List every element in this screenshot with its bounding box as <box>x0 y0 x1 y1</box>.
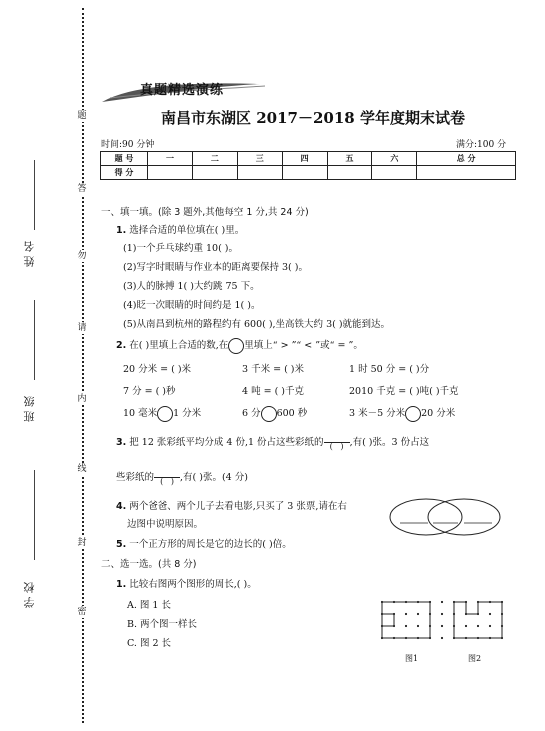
sub-item: (1)一个乒乓球约重 10( )。 <box>123 243 238 254</box>
score-table-header: 题 号 <box>101 152 148 166</box>
question-text: 些彩纸的 <box>116 472 155 483</box>
class-field-line <box>34 300 35 380</box>
grid-dot <box>465 637 467 639</box>
compare-circle[interactable] <box>157 406 173 422</box>
grid-dot <box>417 625 419 627</box>
score-table-header: 二 <box>192 152 237 166</box>
conversion-item: 3 千米 = ( )米 <box>242 364 304 375</box>
grid-dot <box>477 625 479 627</box>
score-cell[interactable] <box>237 166 282 180</box>
grid-dot <box>417 601 419 603</box>
figure-1-label: 图1 <box>405 654 419 663</box>
grid-dot <box>453 613 455 615</box>
venn-diagram[interactable] <box>388 496 504 538</box>
seal-char: 勿 <box>75 250 89 262</box>
grid-dot <box>489 613 491 615</box>
grid-dot <box>393 613 395 615</box>
compare-circle[interactable] <box>228 338 244 354</box>
question-number: 4. <box>116 501 127 512</box>
grid-dot <box>477 613 479 615</box>
compare-left: 10 毫米 <box>123 408 158 419</box>
compare-right: 1 分米 <box>173 408 202 419</box>
question-number: 5. <box>116 539 127 550</box>
grid-dot <box>405 613 407 615</box>
grid-dot <box>489 625 491 627</box>
seal-char: 题 <box>75 110 89 122</box>
compare-left: 6 分 <box>242 408 261 419</box>
section-2-title: 二、选一选。(共 8 分) <box>101 559 197 570</box>
grid-dot <box>501 625 503 627</box>
compare-right: 20 分米 <box>421 408 456 419</box>
score-cell[interactable] <box>282 166 327 180</box>
question-text: ,有( )张。3 份占这 <box>349 437 430 448</box>
option-a[interactable]: A. 图 1 长 <box>127 600 171 611</box>
score-row-label: 得 分 <box>101 166 148 180</box>
grid-dot <box>429 625 431 627</box>
score-table-header: 六 <box>372 152 417 166</box>
grid-dot <box>453 601 455 603</box>
grid-dot <box>489 637 491 639</box>
conversion-item: 4 吨 = ( )千克 <box>242 386 304 397</box>
question-5 <box>116 536 292 550</box>
question-text: 在( )里填上合适的数,在 <box>129 340 229 351</box>
grid-dot <box>501 601 503 603</box>
conversion-item: 20 分米 = ( )米 <box>123 364 192 375</box>
compare-item <box>123 405 201 422</box>
question-1 <box>116 222 244 236</box>
question-4 <box>116 498 347 512</box>
seal-char: 线 <box>75 463 89 475</box>
grid-dot <box>405 601 407 603</box>
score-cell[interactable] <box>417 166 516 180</box>
question-number: 1. <box>116 579 127 590</box>
seal-char: 请 <box>75 322 89 334</box>
score-table-header: 五 <box>327 152 372 166</box>
question-3 <box>116 434 429 451</box>
grid-dot <box>453 625 455 627</box>
grid-dot <box>477 637 479 639</box>
score-table-header: 总 分 <box>417 152 516 166</box>
grid-dot <box>381 625 383 627</box>
grid-dot <box>429 637 431 639</box>
question-number: 3. <box>116 437 127 448</box>
school-field-line <box>34 470 35 560</box>
conversion-item: 2010 千克 = ( )吨( )千克 <box>349 386 459 397</box>
question-text: 里填上“ > ”“ < ”或“ = ”。 <box>244 340 363 351</box>
grid-dot <box>465 601 467 603</box>
name-field-line <box>34 160 35 230</box>
grid-dot <box>405 625 407 627</box>
question-3-cont <box>116 469 248 486</box>
grid-dot <box>381 613 383 615</box>
score-table-header: 一 <box>148 152 193 166</box>
grid-dot <box>465 613 467 615</box>
grid-dot <box>381 637 383 639</box>
question-2-1 <box>116 576 257 590</box>
sub-item: (3)人的脉搏 1( )大约跳 75 下。 <box>123 281 260 292</box>
grid-dot <box>429 601 431 603</box>
name-label: 姓名 <box>23 237 36 267</box>
grid-dot <box>393 601 395 603</box>
grid-dot <box>441 637 443 639</box>
score-cell[interactable] <box>192 166 237 180</box>
score-cell[interactable] <box>148 166 193 180</box>
score-table-score-row <box>101 166 516 180</box>
grid-dot <box>381 601 383 603</box>
sub-item: (5)从南昌到杭州的路程约有 600( ),坐高铁大约 3( )就能到达。 <box>123 319 391 330</box>
question-number: 2. <box>116 340 127 351</box>
grid-dot <box>417 613 419 615</box>
figure-1-outline <box>382 602 430 638</box>
dot-grid-figures <box>370 592 510 648</box>
banner-title: 真题精选演练 <box>140 83 225 98</box>
seal-char: 内 <box>75 393 89 405</box>
score-table-header: 四 <box>282 152 327 166</box>
grid-dot <box>453 637 455 639</box>
grid-dot <box>501 637 503 639</box>
grid-dot <box>393 637 395 639</box>
sub-item: (2)写字时眼睛与作业本的距离要保持 3( )。 <box>123 262 308 273</box>
compare-circle[interactable] <box>405 406 421 422</box>
grid-dot <box>441 625 443 627</box>
grid-dot <box>441 601 443 603</box>
question-number: 1. <box>116 225 127 236</box>
grid-dot <box>465 625 467 627</box>
option-c[interactable]: C. 图 2 长 <box>127 638 172 649</box>
seal-char: 密 <box>75 606 89 618</box>
grid-dot <box>477 601 479 603</box>
conversion-item: 7 分 = ( )秒 <box>123 386 176 397</box>
exam-time: 时间:90 分钟 <box>101 140 155 150</box>
grid-dot <box>501 613 503 615</box>
compare-item <box>242 405 307 422</box>
grid-dot <box>417 637 419 639</box>
grid-dot <box>429 613 431 615</box>
question-4-cont: 边图中说明原因。 <box>127 519 204 530</box>
figure-2-outline <box>454 602 502 638</box>
compare-circle[interactable] <box>261 406 277 422</box>
question-text: 一个正方形的周长是它的边长的( )倍。 <box>129 539 292 550</box>
seal-char: 答 <box>75 183 89 195</box>
grid-dot <box>441 613 443 615</box>
grid-dot <box>393 625 395 627</box>
school-label: 学校 <box>23 578 36 608</box>
figure-1-notch <box>382 614 394 626</box>
grid-dot <box>405 637 407 639</box>
seal-char: 封 <box>75 537 89 549</box>
conversion-item: 1 时 50 分 = ( )分 <box>349 364 430 375</box>
figure-2-label: 图2 <box>468 654 482 663</box>
compare-item <box>349 405 455 422</box>
score-table <box>100 151 516 180</box>
option-b[interactable]: B. 两个图一样长 <box>127 619 198 630</box>
question-text: 两个爸爸、两个儿子去看电影,只买了 3 张票,请在右 <box>129 501 347 512</box>
page-title: 南昌市东湖区 2017－2018 学年度期末试卷 <box>161 109 465 127</box>
compare-right: 600 秒 <box>276 408 308 419</box>
score-table-header: 三 <box>237 152 282 166</box>
class-label: 班级 <box>23 392 36 422</box>
question-text: 比较右图两个图形的周长,( )。 <box>129 579 257 590</box>
section-1-title: 一、填一填。(除 3 题外,其他每空 1 分,共 24 分) <box>101 207 309 218</box>
fraction-blank[interactable]: ( ) <box>154 470 180 486</box>
question-text: ,有( )张。(4 分) <box>180 472 248 483</box>
question-2 <box>116 337 363 354</box>
score-cell[interactable] <box>327 166 372 180</box>
sub-item: (4)眨一次眼睛的时间约是 1( )。 <box>123 300 261 311</box>
score-table-header-row <box>101 152 516 166</box>
score-cell[interactable] <box>372 166 417 180</box>
full-score: 满分:100 分 <box>456 140 507 150</box>
compare-left: 3 米－5 分米 <box>349 408 406 419</box>
fraction-blank[interactable]: ( ) <box>324 435 350 451</box>
question-text: 把 12 张彩纸平均分成 4 份,1 份占这些彩纸的 <box>129 437 324 448</box>
grid-dot <box>489 601 491 603</box>
question-text: 选择合适的单位填在( )里。 <box>129 225 245 236</box>
